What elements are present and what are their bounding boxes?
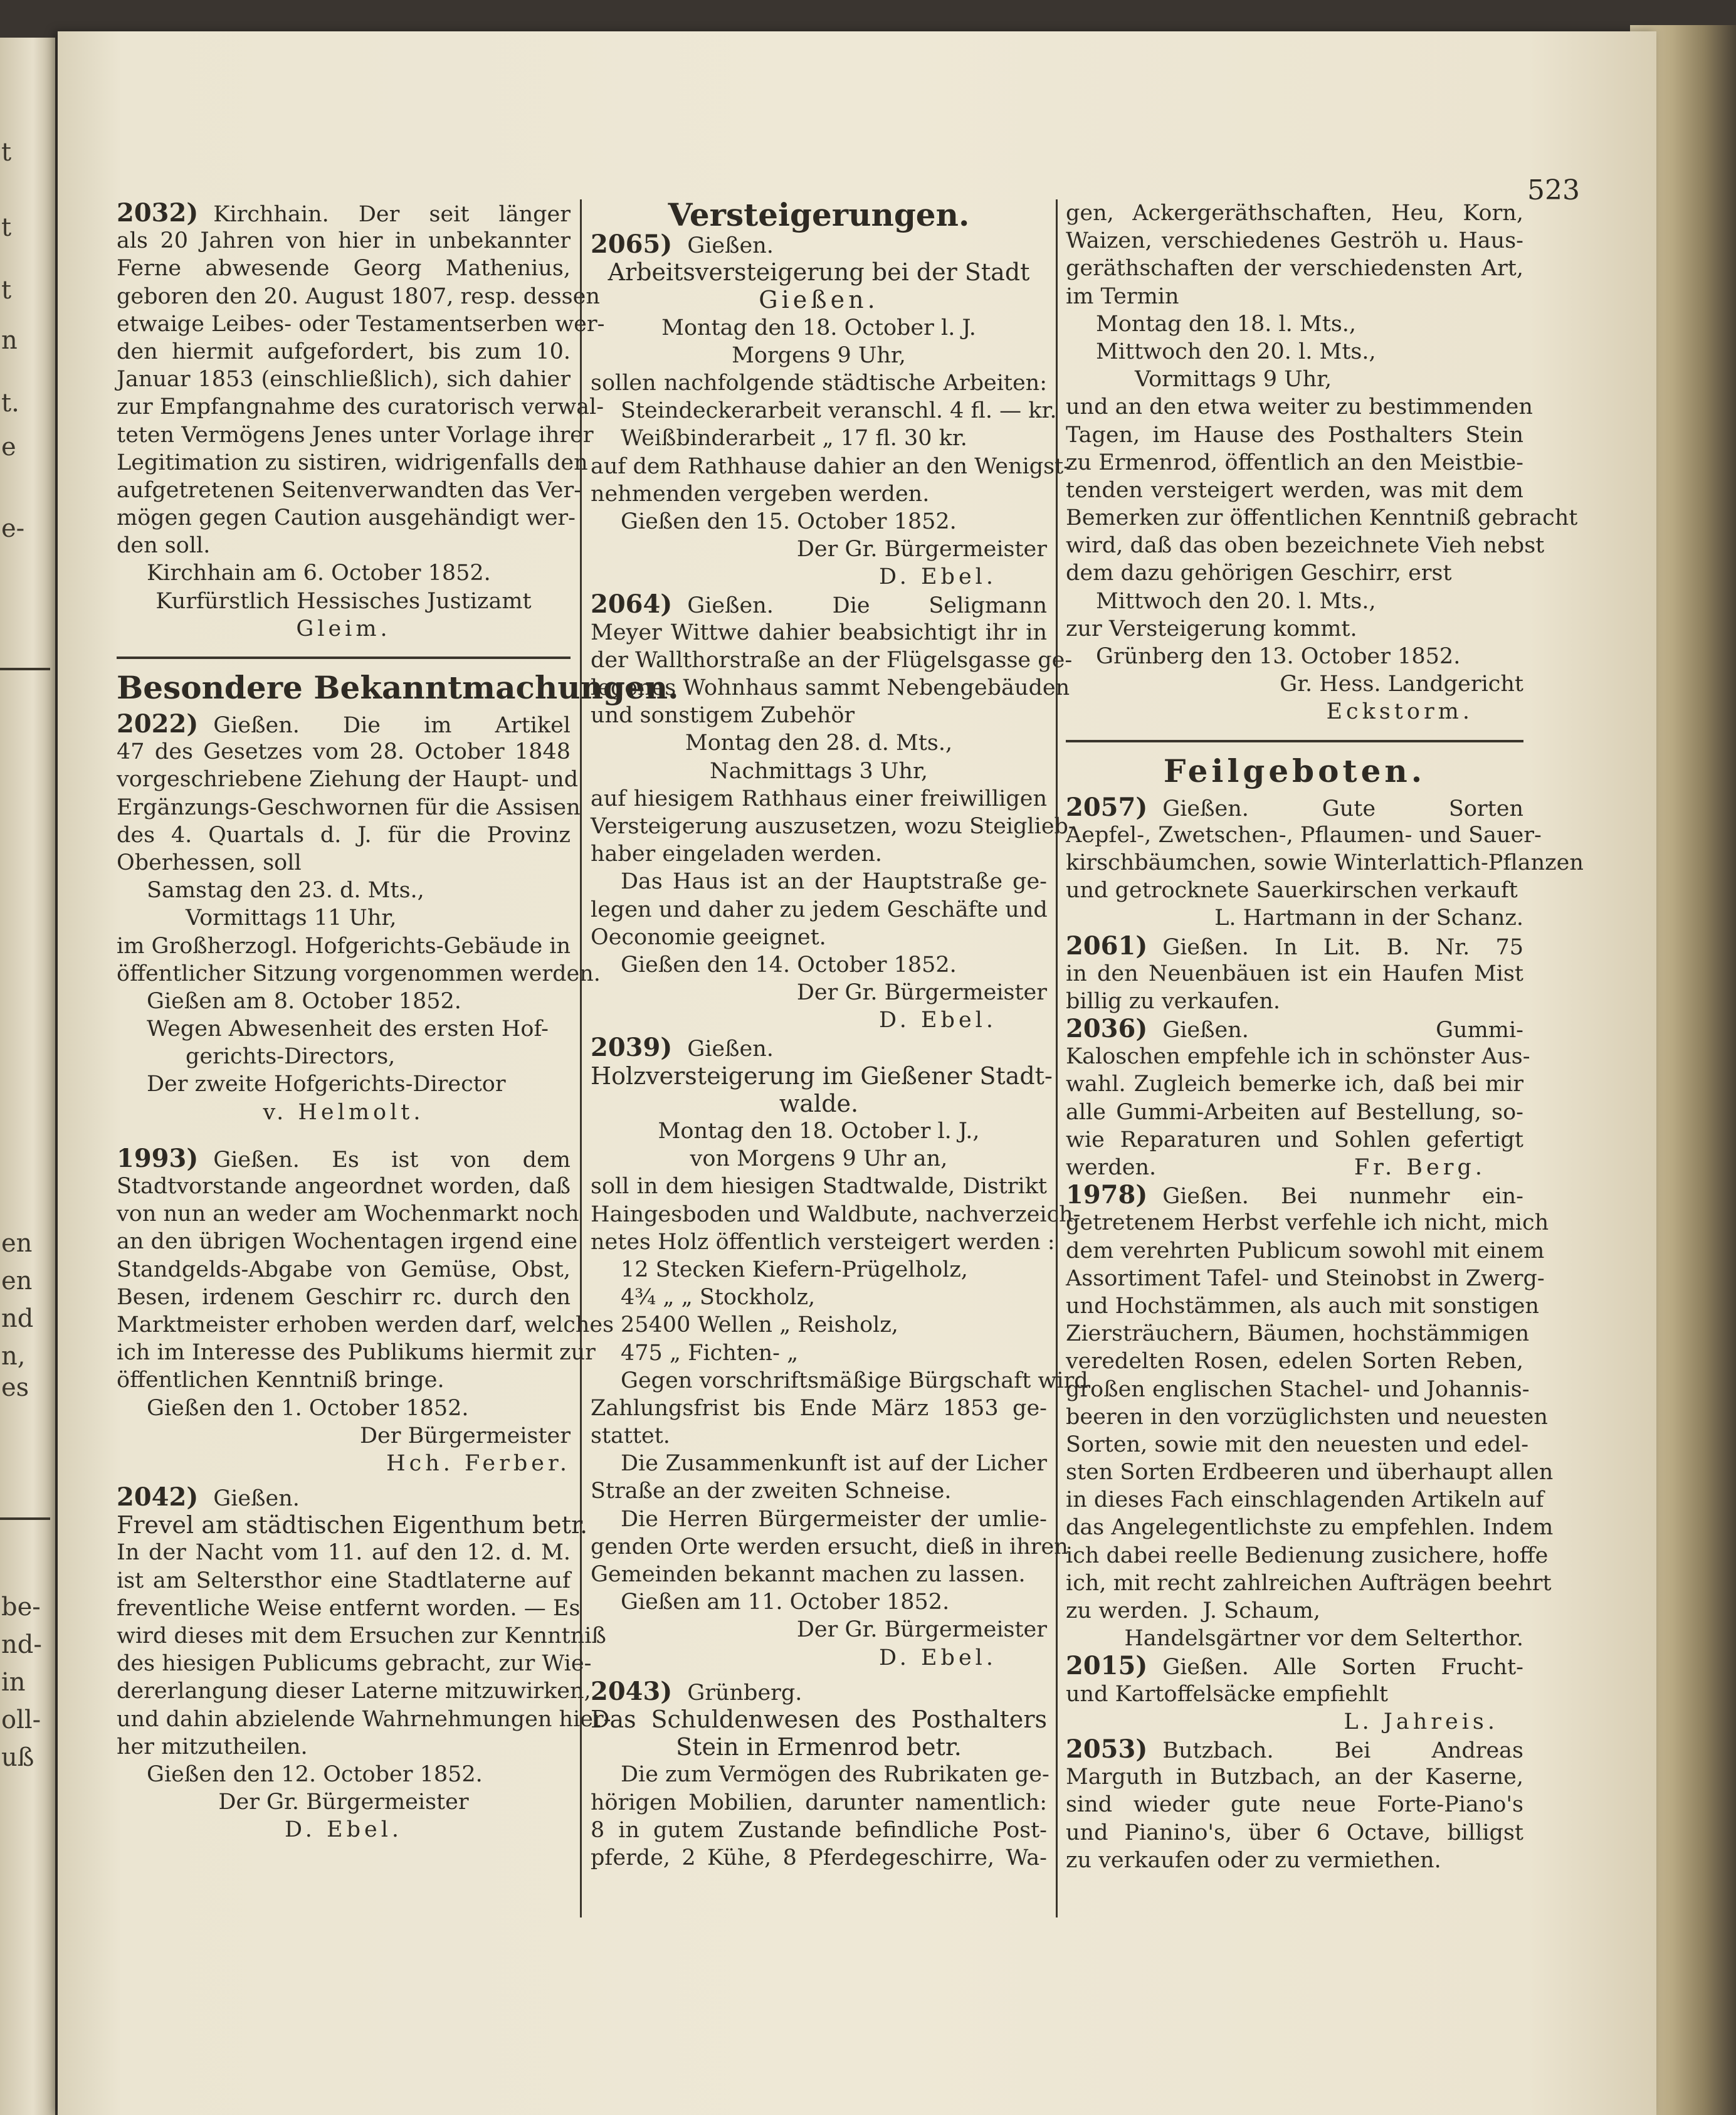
section-heading: Besondere Bekanntmachungen. (117, 669, 679, 706)
text-line: Legitimation zu sistiren, widrigenfalls den (117, 450, 588, 475)
text-line: auf hiesigem Rathhaus einer freiwilligen (591, 786, 1047, 811)
text-line: Das Haus ist an der Hauptstraße ge- (621, 869, 1047, 895)
text-line: alle Gummi-Arbeiten auf Bestellung, so- (1066, 1099, 1523, 1125)
text-line: netes Holz öffentlich versteigert werden : (591, 1229, 1055, 1255)
text-line: und getrocknete Sauerkirschen verkauft (1066, 878, 1518, 904)
text-line: Besen, irdenem Geschirr rc. durch den (117, 1284, 571, 1310)
notice-date: Gießen am 11. October 1852. (621, 1590, 950, 1615)
notice-title: Das Schuldenwesen des Posthalters (591, 1705, 1047, 1733)
text-line: des 4. Quartals d. J. für die Provinz (117, 822, 571, 848)
signature: L. Jahreis. (1344, 1709, 1498, 1734)
notice-text: Kirchhain. Der seit länger (213, 202, 571, 227)
text-line: des hiesigen Publicums gebracht, zur Wie- (117, 1651, 592, 1677)
text-line: gen, Ackergeräthschaften, Heu, Korn, (1066, 201, 1523, 226)
notice-text: Gießen. (687, 233, 774, 258)
text-line: Assortiment Tafel- und Steinobst in Zwerg- (1066, 1265, 1545, 1291)
text-line: haber eingeladen werden. (591, 841, 882, 867)
notice-text: Butzbach. Bei Andreas (1162, 1738, 1523, 1763)
text-line: zur Versteigerung kommt. (1066, 616, 1357, 641)
signature: Der Gr. Bürgermeister (796, 980, 1047, 1006)
text-line: In der Nacht vom 11. auf den 12. d. M. (117, 1540, 571, 1566)
column-2 (591, 196, 1088, 1872)
notice-2057 (1066, 794, 1523, 821)
text-line: mögen gegen Caution ausgehändigt wer- (117, 505, 576, 531)
notice-number: 2015) (1066, 1651, 1148, 1681)
text-line: pferde, 2 Kühe, 8 Pferdegeschirre, Wa- (591, 1845, 1047, 1870)
text-line: Standgelds-Abgabe von Gemüse, Obst, (117, 1257, 571, 1282)
page-fragment: t (1, 138, 12, 167)
text-line: sind wieder gute neue Forte-Piano's (1066, 1792, 1523, 1818)
page-fragment: t. (1, 389, 19, 418)
page-fragment: t (1, 213, 12, 242)
text-line: Steindeckerarbeit veranschl. 4 fl. — kr. (621, 398, 1057, 424)
notice-2042 (117, 1484, 571, 1511)
notice-text: Gießen. Alle Sorten Frucht- (1162, 1655, 1523, 1680)
notice-text: Gießen. (213, 1486, 300, 1512)
signature: D. Ebel. (878, 1645, 997, 1670)
signature: Der Gr. Bürgermeister (796, 1617, 1047, 1643)
notice-title: Arbeitsversteigerung bei der Stadt (608, 258, 1030, 287)
text-line: her mitzutheilen. (117, 1734, 308, 1759)
text-line: Gemeinden bekannt machen zu lassen. (591, 1562, 1026, 1587)
signature: D. Ebel. (284, 1817, 403, 1843)
notice-text: Grünberg. (687, 1680, 802, 1706)
text-line: Gegen vorschriftsmäßige Bürgschaft wird (621, 1368, 1088, 1393)
page-fragment: in (1, 1668, 26, 1697)
signature: Der zweite Hofgerichts-Director (147, 1072, 506, 1097)
signature: Kurfürstlich Hessisches Justizamt (155, 588, 532, 614)
text-line: Sorten, sowie mit den neuesten und edel- (1066, 1432, 1529, 1457)
notice-time: Morgens 9 Uhr, (732, 342, 906, 368)
notice-number: 1993) (117, 1143, 199, 1173)
signature: Gleim. (296, 616, 391, 641)
list-item: 475 „ Fichten- „ (621, 1340, 799, 1366)
text-line: dererlangung dieser Laterne mitzuwirken, (117, 1679, 591, 1704)
notice-date: Kirchhain am 6. October 1852. (147, 561, 491, 586)
text-line: im Termin (1066, 283, 1179, 309)
notice-text: Gießen. Die Seligmann (687, 593, 1047, 619)
text-line: in dieses Fach einschlagenden Artikeln auf (1066, 1487, 1544, 1513)
text-line: tenden versteigert werden, was mit dem (1066, 477, 1523, 503)
notice-number: 2057) (1066, 792, 1148, 822)
notice-1978 (1066, 1181, 1523, 1209)
text-line: geräthschaften der verschiedensten Art, (1066, 256, 1523, 282)
notice-time: Mittwoch den 20. l. Mts., (1096, 588, 1376, 614)
signature: Eckstorm. (1326, 699, 1473, 725)
notice-number: 2032) (117, 198, 199, 228)
text-line: Die zum Vermögen des Rubrikaten ge- (621, 1762, 1049, 1788)
notice-time: Vormittags 11 Uhr, (186, 905, 397, 931)
notice-number: 2064) (591, 589, 673, 620)
notice-date: Gießen den 12. October 1852. (147, 1761, 483, 1787)
text-line: dem verehrten Publicum sowohl mit einem (1066, 1238, 1545, 1263)
section-rule (1066, 740, 1523, 742)
notice-number: 2022) (117, 709, 199, 739)
notice-time: Nachmittags 3 Uhr, (710, 758, 928, 784)
notice-number: 2065) (591, 229, 673, 259)
section-heading: Versteigerungen. (668, 196, 970, 233)
adjacent-page-edge (0, 38, 55, 2115)
page-fragment: n, (1, 1342, 26, 1371)
text-line: freventliche Weise entfernt worden. — Es (117, 1595, 581, 1621)
signature: L. Hartmann in der Schanz. (1214, 905, 1523, 931)
divider-rule (0, 668, 50, 670)
page-fragment: be- (1, 1593, 41, 1622)
page-fragment: t (1, 276, 12, 305)
text-line: ich im Interesse des Publikums hiermit zur (117, 1340, 596, 1366)
text-line: hörigen Mobilien, darunter namentlich: (591, 1790, 1047, 1815)
notice-time: Montag den 18. l. Mts., (1096, 311, 1357, 337)
text-line: genden Orte werden ersucht, dieß in ihren (591, 1534, 1068, 1559)
notice-2064 (591, 591, 1047, 618)
notice-number: 2061) (1066, 931, 1148, 961)
section-heading: Feilgeboten. (1163, 752, 1426, 789)
page-fragment: es (1, 1373, 29, 1402)
text-line: 47 des Gesetzes vom 28. October 1848 (117, 739, 571, 765)
page-fragment: n (1, 326, 18, 355)
text-line: Haingesboden und Waldbute, nachverzeich- (591, 1201, 1081, 1227)
notice-2032 (117, 199, 571, 227)
text-line: großen englischen Stachel- und Johannis- (1066, 1376, 1530, 1402)
text-line: aufgetretenen Seitenverwandten das Ver- (117, 477, 582, 503)
notice-title: walde. (779, 1089, 859, 1117)
signature: Fr. Berg. (1354, 1155, 1486, 1180)
text-line: stattet. (591, 1423, 670, 1449)
notice-number: 1978) (1066, 1180, 1148, 1210)
page-fragment: oll- (1, 1706, 41, 1734)
text-line: und Pianino's, über 6 Octave, billigst (1066, 1820, 1523, 1845)
signature: Wegen Abwesenheit des ersten Hof- (147, 1016, 549, 1042)
text-line: Kaloschen empfehle ich in schönster Aus- (1066, 1044, 1530, 1070)
text-line: Oeconomie geeignet. (591, 924, 826, 950)
text-line: Tagen, im Hause des Posthalters Stein (1066, 422, 1523, 448)
text-line: den hiermit aufgefordert, bis zum 10. (117, 339, 571, 364)
text-line: zur Empfangnahme des curatorisch verwal- (117, 394, 604, 420)
text-line: Ziersträuchern, Bäumen, hochstämmigen (1066, 1321, 1530, 1347)
text-line: Zahlungsfrist bis Ende März 1853 ge- (591, 1395, 1047, 1421)
text-line: sten Sorten Erdbeeren und überhaupt allen (1066, 1460, 1554, 1485)
section-rule (117, 657, 571, 659)
notice-text: Gießen. Die im Artikel (213, 713, 571, 738)
text-line: und an den etwa weiter zu bestimmenden (1066, 394, 1533, 420)
notice-text: Gießen. Es ist von dem (213, 1147, 571, 1173)
text-line: dem dazu gehörigen Geschirr, erst (1066, 561, 1452, 586)
notice-time: Montag den 18. October l. J. (661, 315, 976, 340)
notice-text: Gießen. In Lit. B. Nr. 75 (1162, 934, 1523, 960)
text-line: ist am Seltersthor eine Stadtlaterne auf (117, 1568, 571, 1593)
text-line: zu verkaufen oder zu vermiethen. (1066, 1847, 1441, 1873)
text-line: teten Vermögens Jenes unter Vorlage ihrer (117, 422, 594, 448)
text-line: in den Neuenbäuen ist ein Haufen Mist (1066, 961, 1523, 986)
notice-2065 (591, 231, 1047, 258)
notice-2022 (117, 710, 571, 738)
text-line: vorgeschriebene Ziehung der Haupt- und (117, 767, 579, 793)
text-line: im Großherzogl. Hofgerichts-Gebäude in (117, 933, 571, 959)
signature: gerichts-Directors, (186, 1044, 396, 1070)
text-line: das Angelegentlichste zu empfehlen. Indem (1066, 1515, 1554, 1541)
text-line: Ergänzungs-Geschwornen für die Assisen (117, 794, 581, 820)
page-number: 523 (1527, 174, 1580, 206)
text-line: Marktmeister erhoben werden darf, welches (117, 1312, 614, 1337)
signature: v. Helmolt. (263, 1099, 424, 1125)
notice-time: von Morgens 9 Uhr an, (690, 1146, 948, 1172)
notice-title: Frevel am städtischen Eigenthum betr. (117, 1511, 588, 1539)
text-line: Waizen, verschiedenes Geströh u. Haus- (1066, 228, 1523, 254)
text-line: Weißbinderarbeit „ 17 fl. 30 kr. (621, 426, 967, 451)
divider-rule (0, 1517, 50, 1520)
text-line: und Kartoffelsäcke empfiehlt (1066, 1681, 1388, 1707)
text-line: zu Ermenrod, öffentlich an den Meistbie- (1066, 450, 1523, 475)
text-line: legen und daher zu jedem Geschäfte und (591, 897, 1048, 922)
page-fragment: nd- (1, 1630, 42, 1659)
list-item: 12 Stecken Kiefern-Prügelholz, (621, 1257, 968, 1282)
notice-number: 2043) (591, 1676, 673, 1706)
notice-2015 (1066, 1652, 1523, 1680)
notice-2039 (591, 1034, 1047, 1062)
notice-2053 (1066, 1736, 1523, 1763)
text-line: Ferne abwesende Georg Mathenius, (117, 256, 571, 282)
notice-2061 (1066, 932, 1523, 960)
text-line: legenes Wohnhaus sammt Nebengebäuden (591, 675, 1070, 700)
text-line: geboren den 20. August 1807, resp. dessen (117, 283, 600, 309)
text-line: als 20 Jahren von hier in unbekannter (117, 228, 571, 254)
text-line: wahl. Zugleich bemerke ich, daß bei mir (1066, 1072, 1523, 1097)
text-line: Stadtvorstande angeordnet worden, daß (117, 1174, 571, 1199)
signature: Der Bürgermeister (359, 1423, 571, 1448)
notice-1993 (117, 1145, 571, 1173)
signature: Hch. Ferber. (386, 1450, 571, 1476)
list-item: 25400 Wellen „ Reisholz, (621, 1312, 898, 1338)
page-fragment: en (1, 1229, 33, 1258)
text-line: wird, daß das oben bezeichnete Vieh nebst (1066, 533, 1545, 559)
text-line: an den übrigen Wochentagen irgend eine (117, 1229, 578, 1255)
notice-date: Grünberg den 13. October 1852. (1096, 644, 1461, 669)
notice-number: 2039) (591, 1033, 673, 1063)
notice-time: Mittwoch den 20. l. Mts., (1096, 339, 1376, 364)
column-3 (1066, 199, 1584, 1874)
notice-text: Gießen. Gummi- (1162, 1018, 1523, 1043)
text-line: Die Zusammenkunft ist auf der Licher (621, 1451, 1047, 1477)
text-line: Aepfel-, Zwetschen-, Pflaumen- und Sauer- (1066, 822, 1542, 848)
text-line: Versteigerung auszusetzen, wozu Steiglieb- (591, 813, 1076, 839)
text-line: Die Herren Bürgermeister der umlie- (621, 1506, 1047, 1532)
text-line: 8 in gutem Zustande befindliche Post- (591, 1817, 1047, 1843)
text-line: zu werden. J. Schaum, (1066, 1598, 1320, 1623)
text-line: Meyer Wittwe dahier beabsichtigt ihr in (591, 620, 1047, 645)
notice-time: Montag den 18. October l. J., (658, 1119, 980, 1144)
page-fragment: en (1, 1267, 33, 1295)
notice-date: Gießen am 8. October 1852. (147, 988, 461, 1014)
notice-text: Gießen. Gute Sorten (1162, 796, 1523, 821)
text-line: Straße an der zweiten Schneise. (591, 1479, 952, 1504)
text-line: auf dem Rathhause dahier an den Wenigst- (591, 453, 1071, 479)
text-line: und dahin abzielende Wahrnehmungen hier- (117, 1706, 611, 1732)
text-line: etwaige Leibes- oder Testamentserben wer- (117, 311, 605, 337)
notice-title: Holzversteigerung im Gießener Stadt- (591, 1062, 1053, 1090)
text-line: werden. (1066, 1155, 1157, 1180)
notice-2043 (591, 1678, 1047, 1706)
spacer (117, 1126, 571, 1145)
signature: D. Ebel. (878, 1008, 997, 1033)
text-line: getretenem Herbst verfehle ich nicht, mich (1066, 1210, 1549, 1236)
text-line: kirschbäumchen, sowie Winterlattich-Pflanzen (1066, 850, 1584, 875)
notice-number: 2042) (117, 1482, 199, 1512)
notice-2036 (1066, 1015, 1523, 1043)
text-line: und Hochstämmen, als auch mit sonstigen (1066, 1293, 1539, 1319)
notice-date: Gießen den 15. October 1852. (621, 509, 957, 534)
text-line: beeren in den vorzüglichsten und neuesten (1066, 1404, 1548, 1430)
text-line: den soll. (117, 533, 211, 559)
notice-date: Gießen den 14. October 1852. (621, 952, 957, 978)
signature: Gr. Hess. Landgericht (1280, 672, 1523, 697)
list-item: 4¾ „ „ Stockholz, (621, 1285, 816, 1311)
notice-number: 2053) (1066, 1734, 1148, 1764)
text-line: Januar 1853 (einschließlich), sich dahier (117, 367, 571, 393)
text-line: Oberhessen, soll (117, 850, 302, 875)
text-line: öffentlicher Sitzung vorgenommen werden. (117, 961, 601, 986)
text-line: von nun an weder am Wochenmarkt noch (117, 1201, 579, 1227)
page-fragment: uß (1, 1743, 34, 1772)
notice-time: Samstag den 23. d. Mts., (147, 878, 424, 904)
signature: D. Ebel. (878, 564, 997, 590)
notice-time: Montag den 28. d. Mts., (685, 730, 953, 756)
notice-text: Gießen. (687, 1036, 774, 1062)
text-line: billig zu verkaufen. (1066, 988, 1280, 1014)
signature: Der Gr. Bürgermeister (218, 1790, 469, 1815)
text-line: und sonstigem Zubehör (591, 703, 855, 729)
signature: Handelsgärtner vor dem Selterthor. (1124, 1626, 1523, 1652)
page-fragment: nd (1, 1304, 34, 1333)
text-line: ich, mit recht zahlreichen Aufträgen beehrt (1066, 1570, 1552, 1596)
notice-text: Gießen. Bei nunmehr ein- (1162, 1184, 1523, 1210)
text-line: Bemerken zur öffentlichen Kenntniß gebracht (1066, 505, 1578, 531)
text-line: wird dieses mit dem Ersuchen zur Kenntniß (117, 1623, 606, 1648)
signature: Der Gr. Bürgermeister (796, 537, 1047, 562)
notice-time: Vormittags 9 Uhr, (1135, 367, 1332, 393)
notice-title: Stein in Ermenrod betr. (676, 1733, 962, 1761)
notice-date: Gießen den 1. October 1852. (147, 1395, 469, 1421)
page-fragment: e- (1, 514, 25, 543)
text-line: Marguth in Butzbach, an der Kaserne, (1066, 1764, 1523, 1790)
text-line: sollen nachfolgende städtische Arbeiten: (591, 370, 1047, 396)
text-line: der Wallthorstraße an der Flügelsgasse ge- (591, 647, 1073, 673)
notice-title: Gießen. (759, 286, 879, 314)
text-line: wie Reparaturen und Sohlen gefertigt (1066, 1127, 1523, 1152)
text-line: nehmenden vergeben werden. (591, 481, 930, 507)
text-line: soll in dem hiesigen Stadtwalde, Distrikt (591, 1174, 1047, 1200)
notice-number: 2036) (1066, 1014, 1148, 1044)
text-line: veredelten Rosen, edelen Sorten Reben, (1066, 1349, 1523, 1374)
text-line: ich dabei reelle Bedienung zusichere, hoffe (1066, 1543, 1549, 1568)
text-line: öffentlichen Kenntniß bringe. (117, 1368, 445, 1393)
page-fragment: e (1, 433, 16, 462)
